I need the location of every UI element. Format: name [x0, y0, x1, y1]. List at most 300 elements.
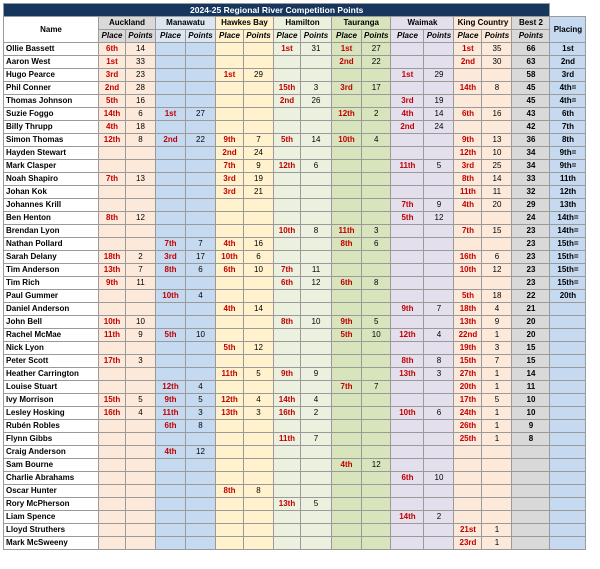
- points-cell: 4: [186, 290, 216, 303]
- points-cell: 28: [126, 82, 156, 95]
- place-cell: [274, 472, 301, 485]
- place-cell: [216, 108, 244, 121]
- placing-cell: [550, 381, 586, 394]
- place-cell: [332, 394, 362, 407]
- points-cell: [126, 511, 156, 524]
- place-cell: [99, 524, 126, 537]
- points-cell: 4: [244, 394, 274, 407]
- place-cell: [391, 147, 424, 160]
- place-cell: 11th: [274, 433, 301, 446]
- points-subheader: Points: [362, 30, 391, 43]
- points-cell: [126, 147, 156, 160]
- points-cell: 8: [126, 134, 156, 147]
- table-row: [4, 56, 586, 69]
- points-cell: 8: [244, 485, 274, 498]
- points-cell: 1: [482, 537, 512, 550]
- table-row: [4, 355, 586, 368]
- points-cell: 9: [301, 368, 332, 381]
- place-cell: 11th: [216, 368, 244, 381]
- place-cell: 16th: [454, 251, 482, 264]
- place-cell: [332, 446, 362, 459]
- place-cell: 2nd: [454, 56, 482, 69]
- place-cell: 4th: [99, 121, 126, 134]
- place-cell: [216, 355, 244, 368]
- place-cell: [156, 43, 186, 56]
- competitor-name: Ivy Morrison: [4, 394, 99, 407]
- place-cell: 22nd: [454, 329, 482, 342]
- place-cell: [332, 524, 362, 537]
- place-cell: [99, 472, 126, 485]
- place-cell: [391, 381, 424, 394]
- points-cell: [126, 225, 156, 238]
- place-subheader: Place: [454, 30, 482, 43]
- points-cell: 13: [482, 134, 512, 147]
- place-cell: [99, 537, 126, 550]
- points-cell: 5: [186, 394, 216, 407]
- best2-cell: 58: [512, 69, 550, 82]
- place-cell: 10th: [391, 407, 424, 420]
- best2-cell: 33: [512, 173, 550, 186]
- points-subheader: Points: [126, 30, 156, 43]
- place-cell: 4th: [216, 238, 244, 251]
- points-cell: 7: [362, 381, 391, 394]
- place-cell: [454, 498, 482, 511]
- placing-header: Placing: [550, 17, 586, 43]
- placing-cell: 8th: [550, 134, 586, 147]
- points-cell: 33: [126, 56, 156, 69]
- place-cell: [391, 485, 424, 498]
- place-cell: 7th: [99, 173, 126, 186]
- competitor-name: Johan Kok: [4, 186, 99, 199]
- points-cell: 24: [244, 147, 274, 160]
- competitor-name: Paul Gummer: [4, 290, 99, 303]
- best2-cell: 11: [512, 381, 550, 394]
- points-cell: [362, 368, 391, 381]
- place-cell: 7th: [391, 199, 424, 212]
- points-cell: 19: [244, 173, 274, 186]
- place-cell: [332, 251, 362, 264]
- points-cell: [126, 303, 156, 316]
- place-cell: [216, 381, 244, 394]
- points-cell: [244, 316, 274, 329]
- points-cell: 7: [126, 264, 156, 277]
- points-cell: [186, 160, 216, 173]
- points-cell: 6: [482, 251, 512, 264]
- place-cell: [274, 329, 301, 342]
- points-cell: 7: [244, 134, 274, 147]
- points-cell: [186, 537, 216, 550]
- best2-cell: 15: [512, 342, 550, 355]
- points-cell: [126, 420, 156, 433]
- place-cell: [156, 485, 186, 498]
- points-subheader: Points: [244, 30, 274, 43]
- place-cell: [332, 160, 362, 173]
- place-cell: 10th: [156, 290, 186, 303]
- place-cell: [391, 277, 424, 290]
- points-cell: 3: [362, 225, 391, 238]
- table-row: [4, 238, 586, 251]
- place-cell: [274, 186, 301, 199]
- place-cell: [99, 290, 126, 303]
- points-cell: 5: [301, 498, 332, 511]
- best2-cell: 8: [512, 433, 550, 446]
- competitor-name: Mark McSweeny: [4, 537, 99, 550]
- best2-cell: 23: [512, 238, 550, 251]
- points-cell: 26: [301, 95, 332, 108]
- place-cell: 13th: [391, 368, 424, 381]
- points-cell: [186, 173, 216, 186]
- best2-cell: 14: [512, 368, 550, 381]
- place-cell: [99, 381, 126, 394]
- placing-cell: 20th: [550, 290, 586, 303]
- points-cell: [424, 524, 454, 537]
- points-cell: [482, 238, 512, 251]
- table-row: [4, 277, 586, 290]
- points-cell: [301, 290, 332, 303]
- place-cell: 1st: [454, 43, 482, 56]
- points-cell: 1: [482, 524, 512, 537]
- points-cell: 7: [301, 433, 332, 446]
- placing-cell: [550, 368, 586, 381]
- place-cell: 8th: [454, 173, 482, 186]
- place-cell: 1st: [99, 56, 126, 69]
- points-cell: 22: [362, 56, 391, 69]
- points-cell: [301, 420, 332, 433]
- points-cell: 27: [186, 108, 216, 121]
- place-cell: [99, 368, 126, 381]
- place-cell: 9th: [99, 277, 126, 290]
- place-cell: [274, 524, 301, 537]
- place-cell: [99, 342, 126, 355]
- best2-cell: 15: [512, 355, 550, 368]
- place-cell: 11th: [156, 407, 186, 420]
- place-cell: [391, 420, 424, 433]
- points-cell: [186, 433, 216, 446]
- points-cell: [126, 186, 156, 199]
- place-cell: [332, 199, 362, 212]
- place-cell: 4th: [216, 303, 244, 316]
- points-cell: [186, 147, 216, 160]
- place-cell: [391, 498, 424, 511]
- points-cell: [244, 498, 274, 511]
- place-cell: [454, 277, 482, 290]
- place-cell: 9th: [274, 368, 301, 381]
- place-cell: [274, 199, 301, 212]
- place-cell: [99, 485, 126, 498]
- place-cell: 10th: [274, 225, 301, 238]
- points-cell: 19: [424, 95, 454, 108]
- place-cell: [156, 82, 186, 95]
- points-cell: 7: [424, 303, 454, 316]
- points-cell: [424, 251, 454, 264]
- points-cell: [482, 121, 512, 134]
- place-cell: [454, 238, 482, 251]
- points-cell: [362, 394, 391, 407]
- place-cell: 10th: [216, 251, 244, 264]
- place-cell: 11th: [454, 186, 482, 199]
- place-cell: [332, 433, 362, 446]
- place-subheader: Place: [332, 30, 362, 43]
- competitor-name: Phil Conner: [4, 82, 99, 95]
- points-cell: [362, 511, 391, 524]
- placing-cell: 6th: [550, 108, 586, 121]
- points-cell: [244, 199, 274, 212]
- table-row: [4, 329, 586, 342]
- points-cell: [301, 251, 332, 264]
- place-cell: [156, 433, 186, 446]
- points-cell: 1: [482, 329, 512, 342]
- competitor-name: Liam Spence: [4, 511, 99, 524]
- best2-cell: 23: [512, 251, 550, 264]
- points-cell: 9: [126, 329, 156, 342]
- points-cell: 11: [126, 277, 156, 290]
- place-cell: [454, 511, 482, 524]
- place-cell: [274, 238, 301, 251]
- place-cell: [156, 524, 186, 537]
- competitor-name: Billy Thrupp: [4, 121, 99, 134]
- points-cell: [482, 212, 512, 225]
- points-cell: [424, 394, 454, 407]
- place-cell: [332, 121, 362, 134]
- points-cell: [362, 446, 391, 459]
- place-cell: [99, 160, 126, 173]
- points-cell: [362, 407, 391, 420]
- points-cell: 24: [424, 121, 454, 134]
- place-cell: 12th: [274, 160, 301, 173]
- place-cell: 7th: [454, 225, 482, 238]
- points-cell: [424, 420, 454, 433]
- place-cell: 3rd: [454, 160, 482, 173]
- points-cell: [301, 511, 332, 524]
- place-cell: [99, 225, 126, 238]
- points-cell: 4: [424, 329, 454, 342]
- place-cell: [216, 43, 244, 56]
- place-cell: 6th: [332, 277, 362, 290]
- place-cell: 5th: [454, 290, 482, 303]
- place-cell: [156, 56, 186, 69]
- place-cell: [216, 472, 244, 485]
- place-cell: 5th: [332, 329, 362, 342]
- placing-cell: 15th=: [550, 277, 586, 290]
- points-cell: [482, 472, 512, 485]
- table-row: [4, 43, 586, 56]
- place-cell: [156, 147, 186, 160]
- place-cell: [332, 186, 362, 199]
- points-cell: [126, 290, 156, 303]
- points-cell: [126, 342, 156, 355]
- points-cell: [482, 446, 512, 459]
- points-cell: 6: [126, 108, 156, 121]
- points-cell: [244, 472, 274, 485]
- place-cell: 6th: [216, 264, 244, 277]
- place-cell: [99, 459, 126, 472]
- place-subheader: Place: [391, 30, 424, 43]
- place-cell: [391, 537, 424, 550]
- place-cell: [156, 199, 186, 212]
- points-cell: 7: [482, 355, 512, 368]
- points-cell: [244, 446, 274, 459]
- points-subheader: Points: [482, 30, 512, 43]
- best2-cell: 20: [512, 316, 550, 329]
- place-cell: [454, 212, 482, 225]
- best2-cell: 42: [512, 121, 550, 134]
- place-cell: 13th: [454, 316, 482, 329]
- points-cell: [126, 459, 156, 472]
- points-cell: 1: [482, 407, 512, 420]
- competitor-name: Peter Scott: [4, 355, 99, 368]
- points-cell: [244, 95, 274, 108]
- points-cell: [424, 264, 454, 277]
- place-cell: 12th: [156, 381, 186, 394]
- region-header-tauranga: Tauranga: [332, 17, 391, 30]
- placing-cell: [550, 472, 586, 485]
- best2-cell: 45: [512, 82, 550, 95]
- points-cell: [301, 381, 332, 394]
- points-subheader: Points: [301, 30, 332, 43]
- points-cell: [126, 238, 156, 251]
- table-title: 2024-25 Regional River Competition Points: [4, 4, 550, 17]
- points-cell: [126, 446, 156, 459]
- place-cell: 5th: [156, 329, 186, 342]
- region-header-hamilton: Hamilton: [274, 17, 332, 30]
- competitor-name: Brendan Lyon: [4, 225, 99, 238]
- points-cell: [301, 485, 332, 498]
- points-cell: [301, 212, 332, 225]
- points-cell: [362, 420, 391, 433]
- competitor-name: Johannes Krill: [4, 199, 99, 212]
- points-cell: 6: [244, 251, 274, 264]
- place-cell: [274, 485, 301, 498]
- competitor-name: Ollie Bassett: [4, 43, 99, 56]
- points-cell: [301, 329, 332, 342]
- points-cell: 29: [244, 69, 274, 82]
- place-cell: [391, 251, 424, 264]
- points-cell: [126, 537, 156, 550]
- place-cell: [391, 186, 424, 199]
- points-cell: 6: [301, 160, 332, 173]
- points-cell: 3: [424, 368, 454, 381]
- place-cell: 21st: [454, 524, 482, 537]
- points-cell: 6: [186, 264, 216, 277]
- place-cell: [332, 173, 362, 186]
- points-cell: [362, 173, 391, 186]
- place-cell: [391, 524, 424, 537]
- points-cell: [244, 433, 274, 446]
- points-cell: [186, 472, 216, 485]
- points-cell: 3: [244, 407, 274, 420]
- place-cell: [156, 225, 186, 238]
- place-cell: 9th: [216, 134, 244, 147]
- place-cell: [391, 316, 424, 329]
- place-cell: [454, 69, 482, 82]
- place-cell: 10th: [332, 134, 362, 147]
- place-cell: [274, 173, 301, 186]
- placing-cell: 14th=: [550, 225, 586, 238]
- points-cell: 31: [301, 43, 332, 56]
- points-cell: [424, 446, 454, 459]
- place-cell: 12th: [454, 147, 482, 160]
- points-cell: [482, 485, 512, 498]
- place-cell: [156, 69, 186, 82]
- points-cell: [244, 290, 274, 303]
- points-cell: 4: [126, 407, 156, 420]
- table-row: [4, 95, 586, 108]
- placing-cell: [550, 524, 586, 537]
- competitor-name: Hugo Pearce: [4, 69, 99, 82]
- placing-cell: 14th=: [550, 212, 586, 225]
- best2-cell: 23: [512, 264, 550, 277]
- points-cell: 16: [244, 238, 274, 251]
- place-cell: 16th: [99, 407, 126, 420]
- points-cell: [126, 472, 156, 485]
- place-cell: 9th: [156, 394, 186, 407]
- placing-cell: [550, 303, 586, 316]
- place-cell: [99, 147, 126, 160]
- points-cell: [301, 108, 332, 121]
- points-cell: [362, 485, 391, 498]
- place-cell: 5th: [391, 212, 424, 225]
- points-cell: [362, 212, 391, 225]
- place-cell: [216, 511, 244, 524]
- points-cell: [244, 225, 274, 238]
- place-cell: [454, 446, 482, 459]
- place-cell: 1st: [332, 43, 362, 56]
- table-row: [4, 251, 586, 264]
- best2-header: Best 2: [512, 17, 550, 30]
- points-cell: [186, 121, 216, 134]
- points-cell: [301, 459, 332, 472]
- points-cell: [362, 524, 391, 537]
- place-cell: 15th: [274, 82, 301, 95]
- best2-points-subheader: Points: [512, 30, 550, 43]
- place-cell: [274, 56, 301, 69]
- place-cell: [454, 121, 482, 134]
- points-cell: 17: [186, 251, 216, 264]
- best2-cell: [512, 446, 550, 459]
- best2-cell: 23: [512, 277, 550, 290]
- place-cell: [391, 264, 424, 277]
- place-cell: [332, 511, 362, 524]
- best2-cell: 66: [512, 43, 550, 56]
- competitor-name: Hayden Stewart: [4, 147, 99, 160]
- table-row: [4, 446, 586, 459]
- place-cell: 11th: [99, 329, 126, 342]
- placing-cell: [550, 342, 586, 355]
- place-cell: [216, 199, 244, 212]
- place-cell: 6th: [454, 108, 482, 121]
- points-cell: [186, 199, 216, 212]
- place-cell: 26th: [454, 420, 482, 433]
- place-cell: [391, 43, 424, 56]
- best2-cell: 63: [512, 56, 550, 69]
- points-cell: 16: [126, 95, 156, 108]
- place-cell: [99, 498, 126, 511]
- competitor-name: Tim Rich: [4, 277, 99, 290]
- points-cell: 13: [126, 173, 156, 186]
- points-cell: [424, 186, 454, 199]
- points-cell: [244, 121, 274, 134]
- competitor-name: Rachel McMae: [4, 329, 99, 342]
- points-cell: [186, 82, 216, 95]
- points-cell: 12: [301, 277, 332, 290]
- points-cell: 6: [362, 238, 391, 251]
- place-cell: [391, 290, 424, 303]
- placing-cell: [550, 537, 586, 550]
- placing-cell: [550, 329, 586, 342]
- points-cell: [362, 498, 391, 511]
- place-cell: [156, 511, 186, 524]
- points-cell: 12: [362, 459, 391, 472]
